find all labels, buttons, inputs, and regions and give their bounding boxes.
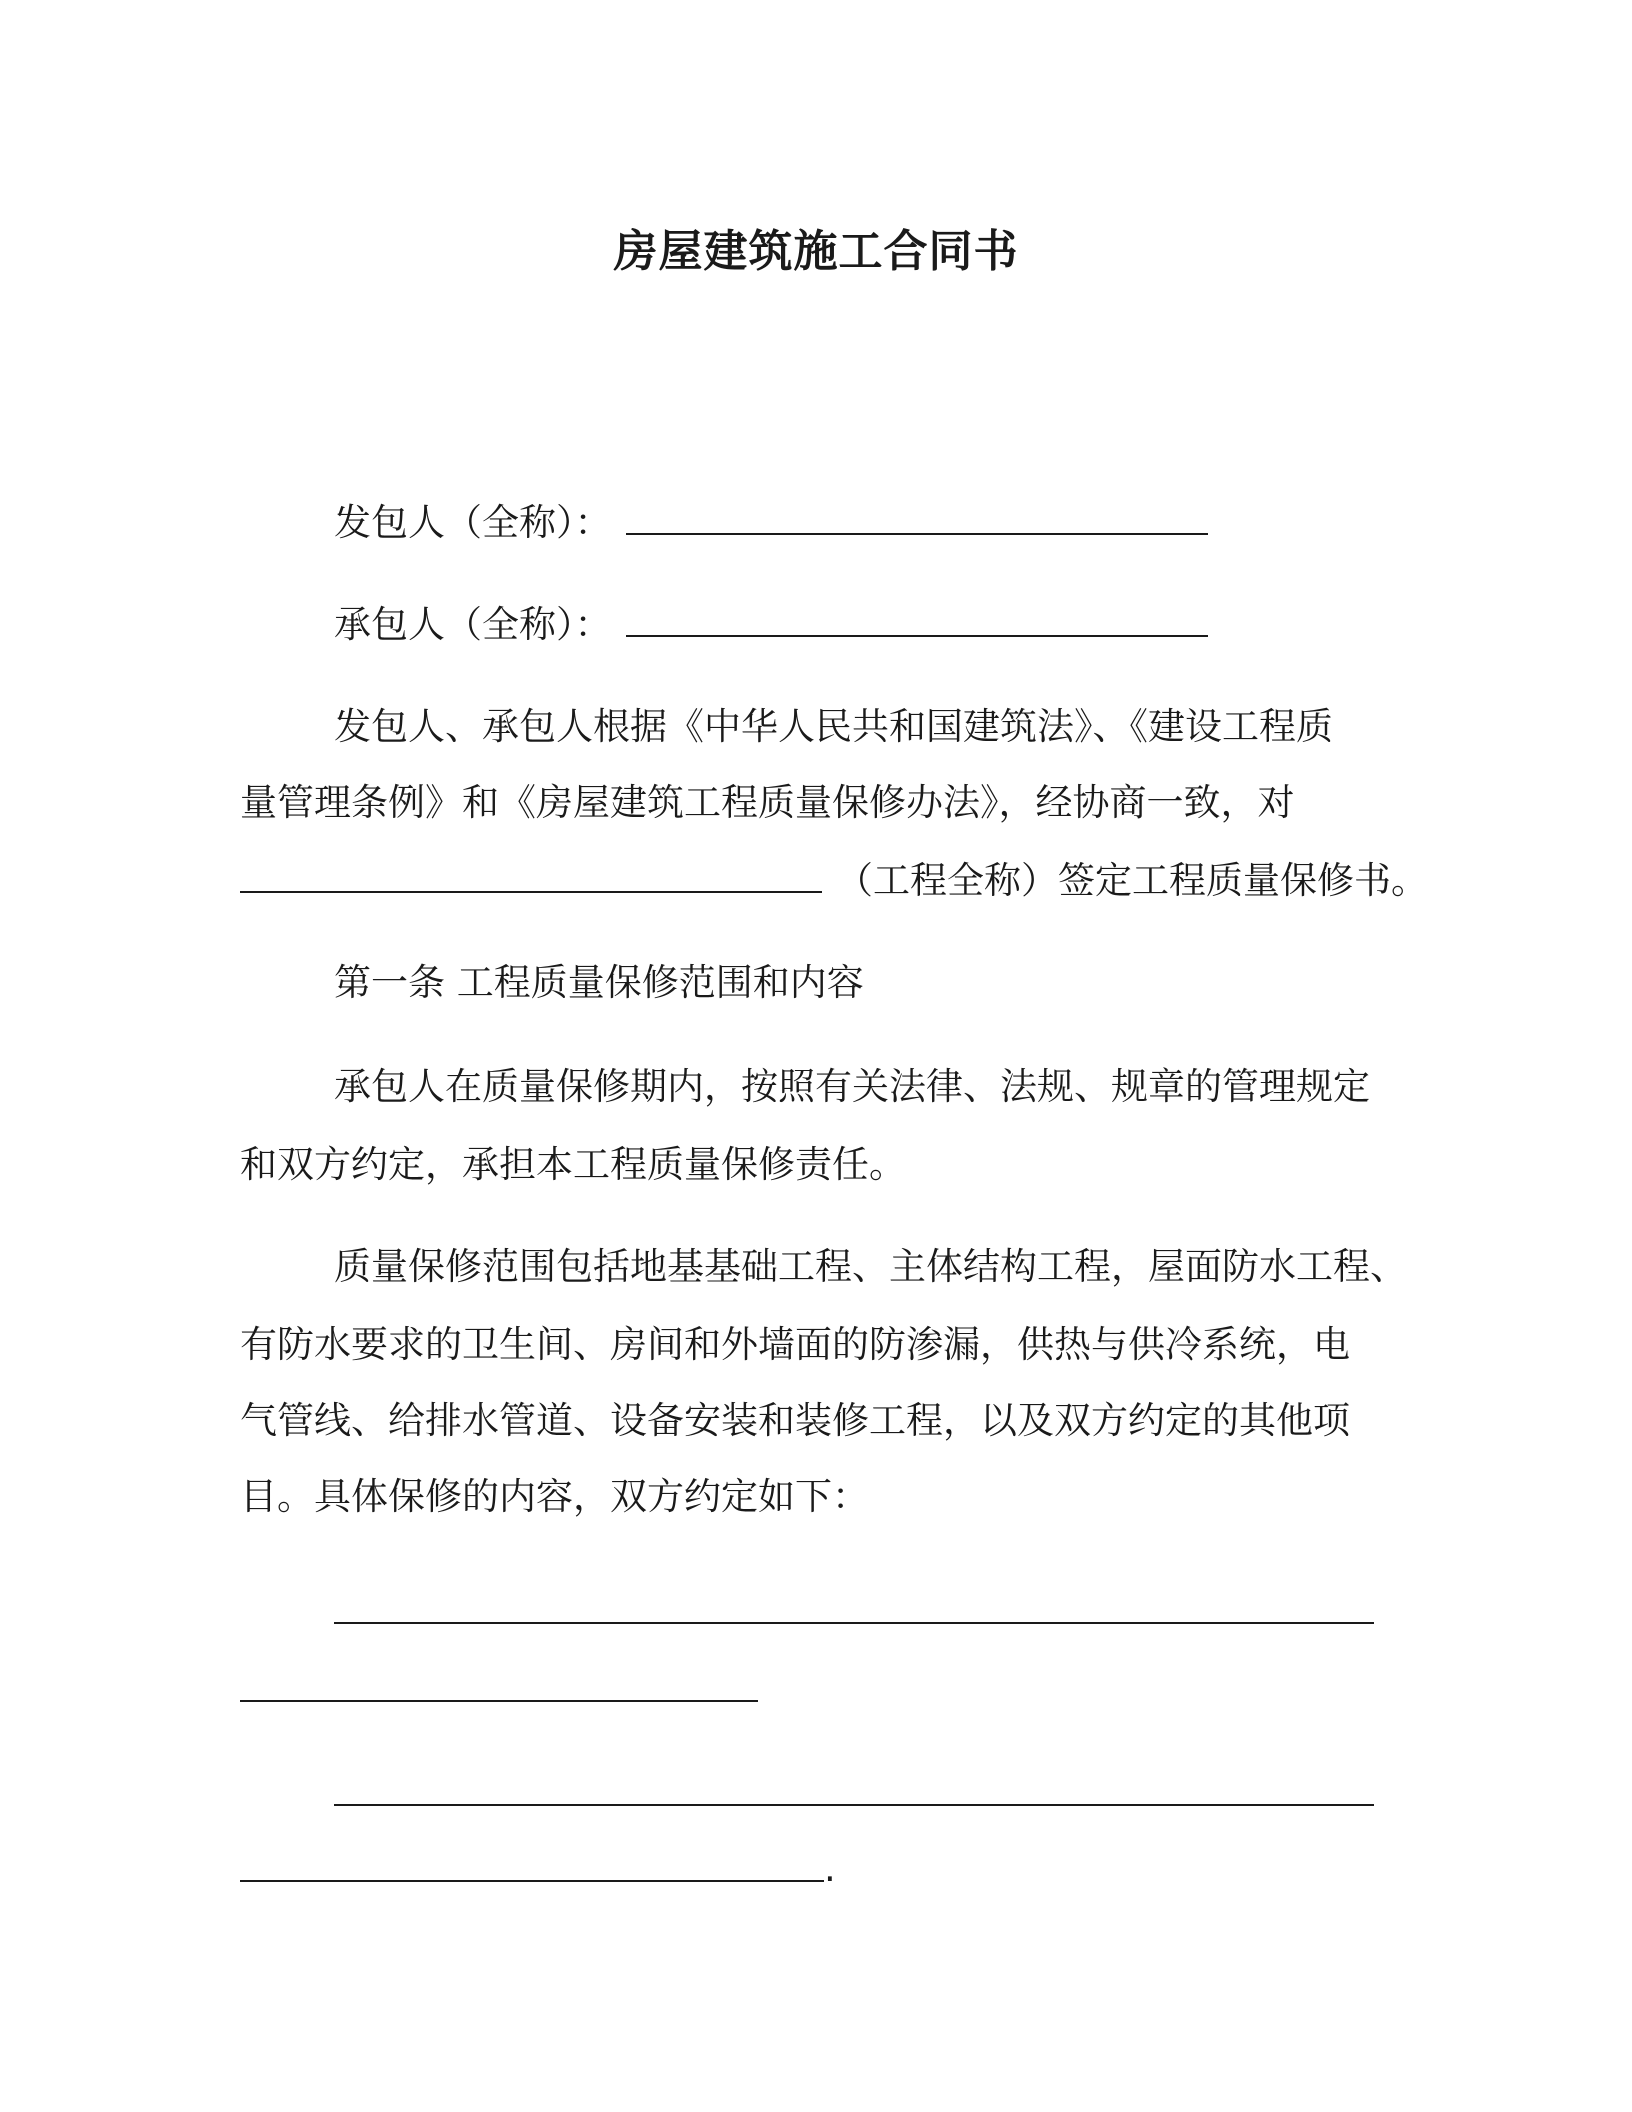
contractor-name-blank[interactable]: [626, 601, 1208, 637]
intro-line-1: 发包人、承包人根据《中华人民共和国建筑法》、《建设工程质: [334, 705, 1333, 748]
intro-line-3-text: （工程全称）签定工程质量保修书。: [836, 859, 1428, 902]
document-title: 房屋建筑施工合同书: [613, 226, 1019, 277]
employer-label: 发包人（全称）：: [334, 501, 612, 544]
content-blank-2-line-1[interactable]: [334, 1804, 1374, 1806]
article-1-para-2-line-3: 气管线、给排水管道、设备安装和装修工程，以及双方约定的其他项: [240, 1399, 1350, 1442]
article-1-heading: 第一条 工程质量保修范围和内容: [334, 961, 864, 1004]
article-1-para-2-line-2: 有防水要求的卫生间、房间和外墙面的防渗漏，供热与供冷系统，电: [240, 1323, 1350, 1366]
content-blank-2-line-2[interactable]: [240, 1880, 824, 1882]
article-1-para-2-line-1: 质量保修范围包括地基基础工程、主体结构工程，屋面防水工程、: [334, 1245, 1407, 1288]
closing-period: .: [824, 1847, 836, 1890]
employer-name-blank[interactable]: [626, 499, 1208, 535]
content-blank-1-line-2[interactable]: [240, 1700, 758, 1702]
contractor-field: [334, 600, 1208, 650]
project-name-blank[interactable]: [240, 857, 822, 893]
article-1-para-1-line-2: 和双方约定，承担本工程质量保修责任。: [240, 1143, 906, 1186]
intro-line-2: 量管理条例》和《房屋建筑工程质量保修办法》，经协商一致，对: [240, 781, 1295, 824]
article-1-para-2-line-4: 目。具体保修的内容，双方约定如下：: [240, 1475, 869, 1518]
contractor-label: 承包人（全称）：: [334, 603, 612, 646]
employer-field: [334, 498, 1208, 548]
intro-line-3: [240, 856, 1428, 906]
article-1-para-1-line-1: 承包人在质量保修期内，按照有关法律、法规、规章的管理规定: [334, 1065, 1370, 1108]
content-blank-1-line-1[interactable]: [334, 1622, 1374, 1624]
